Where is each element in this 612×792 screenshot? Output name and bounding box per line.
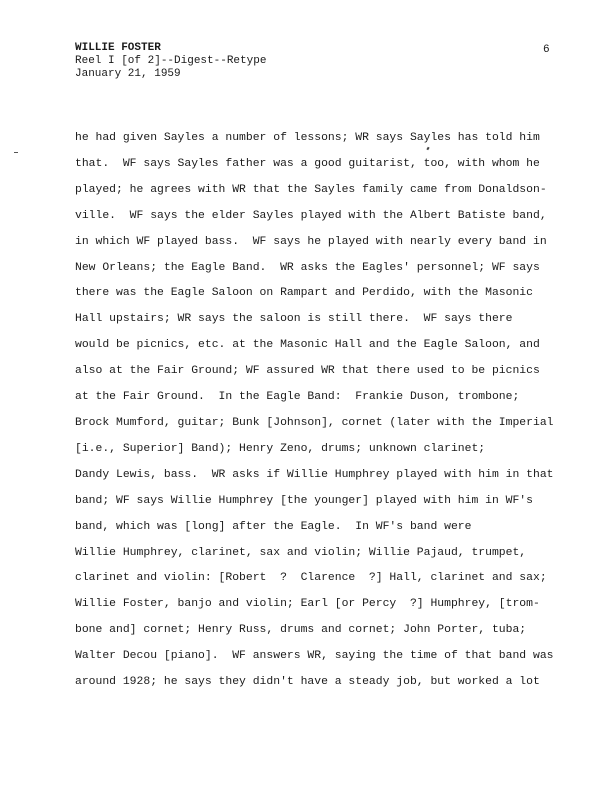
- body-line: around 1928; he says they didn't have a steady job, but worked a lot: [75, 676, 540, 689]
- body-line: Brock Mumford, guitar; Bunk [Johnson], cornet (later with the Imperial: [75, 416, 554, 429]
- body-line: Walter Decou [piano]. WF answers WR, saying the time of that band was: [75, 650, 554, 663]
- body-line: played; he agrees with WR that the Sayles family came from Donaldson-: [75, 183, 547, 196]
- body-line: he had given Sayles a number of lessons; WR says Sayles has told him: [75, 132, 540, 144]
- body-line: Dandy Lewis, bass. WR asks if Willie Humphrey played with him in that: [75, 468, 554, 481]
- body-line: there was the Eagle Saloon on Rampart and Perdido, with the Masonic: [75, 287, 533, 300]
- body-line: in which WF played bass. WF says he played with nearly every band in: [75, 235, 547, 248]
- body-line: would be picnics, etc. at the Masonic Hall and the Eagle Saloon, and: [75, 339, 540, 352]
- body-line: clarinet and violin: [Robert ? Clarence ?] Hall, clarinet and sax;: [75, 572, 547, 585]
- body-line: [i.e., Superior] Band); Henry Zeno, drums; unknown clarinet;: [75, 442, 486, 455]
- reel-info: Reel I [of 2]--Digest--Retype: [75, 55, 267, 67]
- body-line: that. WF says Sayles father was a good guitarist, too, with whom he: [75, 157, 540, 170]
- page-number: 6: [543, 44, 550, 56]
- transcript-body: [75, 126, 575, 696]
- body-line: Willie Humphrey, clarinet, sax and violin; Willie Pajaud, trumpet,: [75, 546, 527, 559]
- body-line: ville. WF says the elder Sayles played with the Albert Batiste band,: [75, 209, 547, 222]
- interviewee-name: WILLIE FOSTER: [75, 42, 161, 54]
- body-line: band, which was [long] after the Eagle. In WF's band were: [75, 520, 472, 533]
- body-line: band; WF says Willie Humphrey [the younger] played with him in WF's: [75, 494, 533, 507]
- interview-date: January 21, 1959: [75, 68, 181, 80]
- body-line: also at the Fair Ground; WF assured WR that there used to be picnics: [75, 365, 540, 378]
- body-line: Willie Foster, banjo and violin; Earl [or Percy ?] Humphrey, [trom-: [75, 598, 540, 611]
- stray-mark: [14, 152, 18, 153]
- body-line: at the Fair Ground. In the Eagle Band: Frankie Duson, trombone;: [75, 391, 520, 404]
- document-header: [75, 42, 266, 81]
- body-line: Hall upstairs; WR says the saloon is still there. WF says there: [75, 313, 513, 326]
- body-line: New Orleans; the Eagle Band. WR asks the Eagles' personnel; WF says: [75, 261, 540, 274]
- body-line: bone and] cornet; Henry Russ, drums and cornet; John Porter, tuba;: [75, 624, 527, 637]
